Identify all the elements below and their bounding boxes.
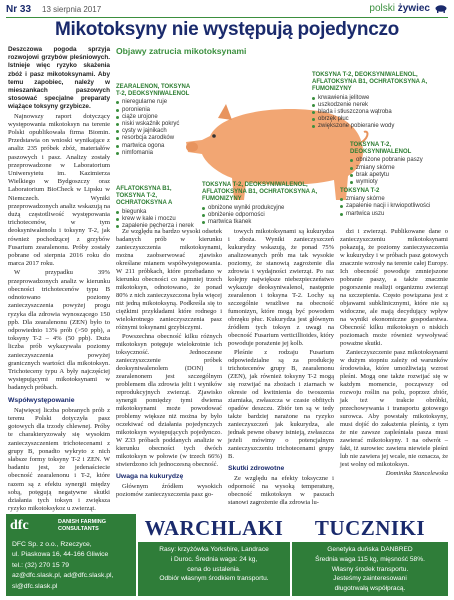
dfc-contact: [12, 540, 132, 592]
symptom-item: martwica ogona: [116, 143, 194, 150]
symptom-group: [116, 84, 194, 157]
symptom-group: [312, 72, 448, 131]
symptom-item: martwica tkanek: [202, 219, 324, 226]
article-paragraph: towych mikotoksynami są kukurydza i zboża. Wyniki zanieczyszczeń kukurydzy wskazują, że ponad 75% analizowanych prób ma tak wysokie poziomy, że stanowią zagrożenie dla zdrowia i wydajności zwierząt. Po raz kolejny największe niebezpieczeństwo wykazuje deoksyniwalenol, następnie zearalenon i toksyna T-2. Lochy są szczególnie wrażliwe na obecność fumonizyn, które mogą być powodem obrzęku płuc. Kukurydza jest głównym źródłem tych toksyn z uwagi na obecność Fusarium verticillioides, który powoduje porażenie jej kolb.: [228, 228, 334, 347]
symptom-item: zapalenie nacji i krwiopotliwości: [340, 203, 448, 210]
article-column: [228, 228, 334, 508]
header-rule: [6, 17, 448, 18]
article-paragraph: Ze względu na efekty toksyczne i odporność na wysoką temperaturę, obecność mikotoksyn w paszach stanowi zagrożenie dla zdrowia lu-: [228, 475, 334, 506]
symptom-group: [340, 188, 448, 218]
article-column: [340, 228, 448, 479]
symptom-item: zwiększone pobieranie wody: [312, 123, 448, 130]
symptom-item: nimfomania: [116, 150, 194, 157]
article-paragraph: Głównym źródłem wysokich poziomów zanieczyszczenia pasz go-: [116, 483, 222, 498]
symptom-item: obrzęk płuc: [312, 116, 448, 123]
toxin-list: AFLATOKSYNA B1, TOKSYNA T-2, OCHRATOKSYNA A: [116, 186, 173, 207]
section-heading: Uwaga na kukurydzę: [116, 473, 184, 480]
symptom-item: obniżenie odporności: [202, 212, 324, 219]
symptom-item: obniżone pobranie paszy: [350, 157, 448, 164]
infographic-title: Objawy zatrucia mikotoksynami: [116, 46, 247, 56]
ad-body: [138, 542, 290, 596]
symptom-item: wymioty: [350, 179, 448, 186]
dfc-tagline-2: CONSULTANTS: [58, 525, 99, 532]
ad-line: długotrwałą współpracą.: [334, 585, 406, 593]
toxin-list: ZEARALENON, TOKSYNA T-2, DEOKSYNIWALENOL: [116, 84, 191, 98]
pig-logo-icon: [434, 3, 448, 13]
symptom-item: poronienia: [116, 107, 194, 114]
article-title: Mikotoksyny nie występują pojedynczo: [55, 19, 399, 40]
issue-date: 13 sierpnia 2017: [42, 5, 102, 14]
toxin-list: TOKSYNA T-2, DEOKSYNIWALENOL: [350, 142, 412, 156]
symptom-item: zmiany skórne: [340, 196, 448, 203]
symptom-item: uszkodzenie nerek: [312, 102, 448, 109]
symptom-group: [350, 142, 448, 186]
brand-part2: żywiec: [397, 3, 430, 14]
brand-name: [369, 3, 430, 14]
ad-heading: TUCZNIKI: [314, 516, 426, 540]
ad-line: Własny środek transportu.: [331, 565, 409, 573]
symptom-group: [116, 186, 196, 230]
issue-number: Nr 33: [6, 4, 32, 15]
symptom-item: cysty w jajnikach: [116, 128, 194, 135]
symptom-item: ciąże urojone: [116, 114, 194, 121]
contact-line: DFC Sp. z o.o., Rzeczyce,: [12, 541, 92, 548]
contact-line: sl@dfc.slask.pl: [12, 582, 58, 590]
dfc-logo-row: [10, 518, 132, 536]
dfc-tagline: [58, 519, 106, 532]
article-paragraph: Pleśnie z rodzaju Fusarium odpowiedzialne są za produkcję trichotecenów grupy B, zearalenonu (ZEN), jak również toksyny T-2 mogą się rozwijać na zbożach i ziarnach w okresie od kwitnienia do twoszenia ziarniaka, zwłaszcza w czasie obfitych opadów deszczu. Zbiór ten są w tedy także bardziej narażone na ryzyko zanieczyszczeń jak kukurydza, ale jednak pewne obawy istnieją, zwłaszcza jeżeli mówimy o potencjalnym zanieczyszczeniu trichotecenami grupy B.: [228, 349, 334, 460]
toxin-list: TOKSYNA T-2: [340, 188, 380, 194]
article-lead: Deszczowa pogoda sprzyja rozwojowi grzybów pleśniowych. Istnieje więc ryzyko skażenia zbóż i pasz mikotoksynami. Aby temu zapobiec, należy w mieszankach paszowych stosować specjalne preparaty wiążące toksyny grzybicze.: [8, 46, 110, 111]
symptom-item: zapalenie pęcherza i nerek: [116, 223, 196, 230]
dfc-tagline-1: DANISH FARMING: [58, 519, 106, 525]
author-signature: Dominika Stancelewska: [385, 470, 448, 477]
symptom-item: blada i stłuszczona wątroba: [312, 109, 448, 116]
symptom-group: [202, 182, 324, 226]
symptom-item: resorbcja zarodków: [116, 135, 194, 142]
symptom-item: martwica uszu: [340, 211, 448, 218]
advertisements: [6, 514, 448, 596]
ad-body: [292, 542, 448, 596]
ad-heading: WARCHLAKI: [144, 516, 284, 540]
intro-column: [8, 46, 110, 514]
ad-line: Genetyka duńska DANBRED: [327, 546, 413, 553]
intro-paragraph: Najwięcej liczba pobranych prób z terenu Polski dotyczyła pasz gotowych dla trzody chlewnej. Próby te charakteryzowały się wysokim zanieczyszczeniem trichotecenami z grupy B, ponadto wykryto z nich słabsze formy toksyny T-2 i ZEN. W badaniu jest, że jedenaściecie obecność zearalenonu i T-2, które razem są z efektu synergii między sobą, potęgują negatywne skutki działania tych toksyn i zwiększa ryzyko mikotoksykoz u zwierząt.: [8, 406, 110, 513]
intro-paragraph: Najnowszy raport dotyczący występowania mikotoksyn na terenie Polski opublikowała firma Biomin. Przedstawia on wnioski wynikające z analiz 235 próbek zbóż, materiałów paszowych i pasz. Analizy zostały przeprowadzone w Laboratorium Uniwersytetu im. Kazimierza Wielkiego w Bydgoszczy oraz Laboratorium BioCheck w Lipsku w Niemczech. Wyniki przeprowadzonych analiz wskazują na dużą częstotliwość występowania trichotecenów, w tym deoksyniwalenolu i toksyny T-2, jak również pochodzącej z grzybów Fusarium zearalenonu. Próby zostały pobrane od sierpnia 2016 roku do marca 2017 roku.: [8, 112, 110, 268]
ad-line: Średnia waga 115 kg, mięsność 58%.: [315, 555, 425, 563]
article-paragraph: dzi i zwierząt. Publikowane dane o zanieczyszczeniu mikotoksynami pokazują, że poziomy zanieczyszczenia w kukurydzy i w próbach pasz gotowych znacznie wzrosły na terenie całej Europy. Ich obecność powoduje zmniejszone pobranie paszy, a także znacznie pogorszenie realizji organizmu zwierząt na szczepienia. Często powiązana jest z objawami subklinicznymi, które nie są widoczne, ale mają decydujący wpływ na wyniki ekonomiczne gospodarstwa. Obecność kilku mikotoksyn o niskich poziomach może również wywoływać poważne skutki.: [340, 228, 448, 347]
article-column: [116, 228, 222, 500]
symptom-item: obniżone wyniki produkcyjne: [202, 205, 324, 212]
symptom-item: biegunka: [116, 209, 196, 216]
intro-paragraph: W przypadku 39% przeprowadzonych analiz w kierunku obecności trichotecenów typu B odnotowano poziomy zanieczyszczenia powyżej progu ryzyka dla zdrowia wynoszącego 150 ppb. Dla zearalenonu (ZEN) było to odpowiednio 13% prób (>50 ppb), a toksyny T-2 – 4% (50 ppb). Duża liczba prób wykazywała poziomy zanieczyszczenia powyżej granicznych wartości dla mikotoksyn. Trichoteceny typu A były najczęściej występującymi mikotoksynami w badanych próbach.: [8, 269, 110, 392]
section-heading: Skutki zdrowotne: [228, 465, 285, 472]
dfc-logo: dfc: [10, 518, 29, 533]
section-heading: Współwystępowanie: [8, 396, 75, 404]
symptom-item: zmiany skórne: [350, 165, 448, 172]
symptom-item: nieregularne ruje: [116, 99, 194, 106]
toxin-list: TOKSYNA T-2, DEOKSYNIWALENOL, AFLATOKSYNA B1, OCHRATOKSYNA A, FUMONIZYNY: [202, 182, 318, 203]
contact-line: az@dfc.slask.pl, ad@dfc.slask.pl,: [12, 572, 114, 580]
toxin-list: TOKSYNA T-2, DEOKSYNIWALENOL, AFLATOKSYNA B1, OCHRATOKSYNA A, FUMONIZYNY: [312, 72, 428, 93]
ad-line: Odbiór własnym środkiem transportu.: [159, 575, 269, 583]
ad-line: Rasy: krzyżówka Yorkshire, Landrace: [159, 546, 269, 553]
contact-line: ul. Piaskowa 16, 44-166 Gliwice: [12, 551, 109, 559]
ad-warchlaki: [138, 514, 290, 596]
article-paragraph: Powszechna obecność kilku różnych mikotoksyn potęguje wielokrotnie ich toksyczność. Jednoczesne zanieczyszczenie próbek deoksyniwalenolem (DON) i zearalenonem jest szczególnym problemem dla zdrowia jelit i wyników reprodukcyjnych zwierząt. Zjawisko synergii pomiędzy tymi dwiema mikotoksynami może powodować problemy większe niż można by było oczekiwać od działania pojedynczych mikotoksyn występujących pojedynczo. W Z33 próbach poddanych analizie w kierunku obecności tych dwóch mikotoksyn w połowie (w trzech 66%) stwierdzono ich jednoczesną obecność.: [116, 333, 222, 468]
page-header: [6, 2, 448, 16]
symptom-item: krwawienia jelitowe: [312, 95, 448, 102]
ad-line: Jesteśmy zainteresowani: [333, 575, 407, 583]
ad-tuczniki: [292, 514, 448, 596]
symptom-item: niski wskaźnik pokryć: [116, 121, 194, 128]
article-paragraph: Zanieczyszczenie pasz mikotoksynami w dużym stopniu zależy od warunków środowiska, które umożliwiają wzrost pleśni. Mogą one także rozwijać się w każdym momencie, począwszy od rozwoju roślin na polu, poprzez zbiór, jak też w trakcie obróbki, przechowywania i transportu gotowego surowca. Aby powstały mikotoksyny, musi dojść do zakażenia pleśnią, z tym że nie zawsze zapleśniała pasza musi zawierać mikotoksyny. I na odwrót – fakt, iż surowiec zawiera niewiele pleśni lub nie zawiera jej wcale, nie oznacza, że jest wolny od mikotoksyn.: [340, 349, 448, 468]
brand-part1: polski: [369, 3, 395, 14]
ad-dfc: [6, 514, 136, 596]
ad-line: cena do ustalenia.: [187, 565, 241, 573]
symptom-item: krew w kale i moczu: [116, 216, 196, 223]
article-paragraph: Ze względu na bardzo wysoki odsetek badanych prób w kierunku zanieczyszczenia mikotoksynami, można zaobserwować zjawisko określane mianem współwystępowania. W 211 próbkach, które przebadano w kierunku obecności co najmniej trzech mikotoksyn, odnotowano, że ponad 80% z nich zanieczyszczona była więcej niż jedną mikotoksyną. Podkreśla się to ciężkimi przykładami które rodnego i wielokrotnego zanieczyszczenia pasz różnymi toksynami grzybiczymi.: [116, 228, 222, 331]
ad-line: i Duroc. Średnia waga: 24 kg,: [170, 555, 258, 563]
symptom-item: brak apetytu: [350, 172, 448, 179]
contact-line: tel.: (32) 270 15 79: [12, 561, 70, 569]
